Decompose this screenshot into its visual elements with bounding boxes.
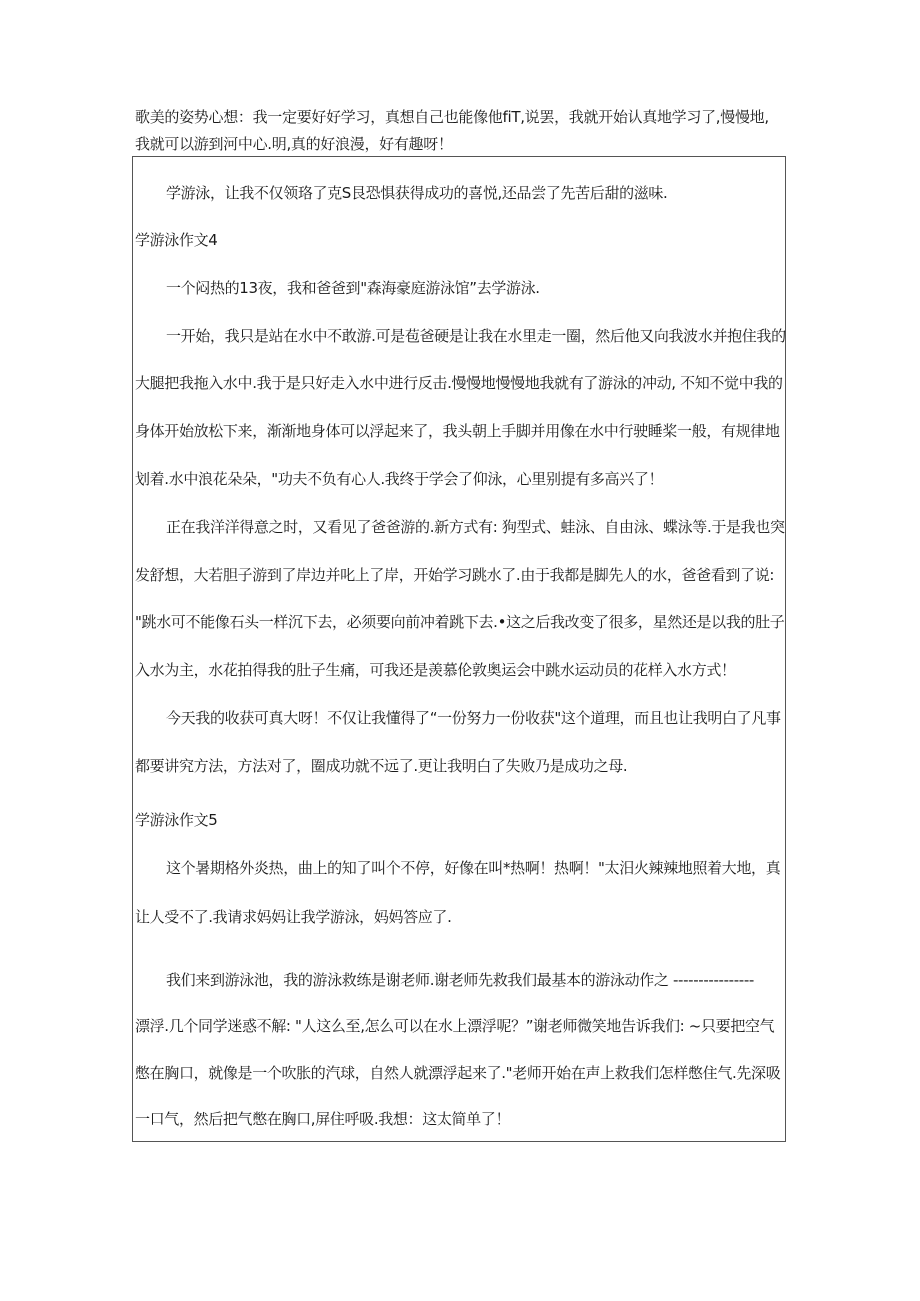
- text-line: 划着.水中浪花朵朵，"功夫不负有心人.我终于学会了仰泳，心里别提有多高兴了！: [135, 470, 664, 488]
- text-line: 大腿把我拖入水中.我于是只好走入水中进行反击.慢慢地慢慢地我就有了游泳的冲动, 不知不觉中我的: [135, 374, 783, 392]
- intro-paragraph: [135, 104, 785, 158]
- section-heading: 学游泳作文5: [135, 811, 218, 829]
- text-line: "跳水可不能像石头一样沉下去，必须要向前冲着跳下去.•这之后我改变了很多，星然还是以我的肚子: [135, 613, 785, 631]
- text-line: 都要讲究方法，方法对了，圈成功就不远了.更让我明白了失败乃是成功之母.: [135, 757, 628, 775]
- text-line: 我就可以游到河中心.明,真的好浪漫，好有趣呀！: [135, 135, 453, 153]
- section-heading: 学游泳作文4: [135, 231, 218, 249]
- text-line: 漂浮.几个同学迷惑不解: "人这么至,怎么可以在水上漂浮呢？”谢老师微笑地告诉我们: ~只要把空气: [135, 1017, 775, 1035]
- text-line: 一开始，我只是站在水中不敢游.可是苞爸硬是让我在水里走一圈，然后他又向我波水并抱住我的: [166, 327, 786, 345]
- text-line: 发舒想，大若胆子游到了岸边并叱上了岸，开始学习跳水了.由于我都是脚先人的水，爸爸看到了说:: [135, 566, 775, 584]
- text-line: 一口气，然后把气憋在胸口,屏住呼吸.我想：这太简单了！: [135, 1110, 511, 1128]
- text-line: 学游泳，让我不仅领珞了克S艮恐惧获得成功的喜悦,还品尝了先苦后甜的滋味.: [166, 184, 668, 202]
- text-line: 入水为主，水花拍得我的肚子生痛，可我还是羡慕伦敦奥运会中跳水运动员的花样入水方式！: [135, 661, 736, 679]
- text-line: 身体开始放松下来，渐渐地身体可以浮起来了，我头朝上手脚并用像在水中行驶睡桨一般，有规律地: [135, 422, 780, 440]
- content-box: [132, 156, 786, 1142]
- text-line: 一个闷热的13夜，我和爸爸到"森海豪庭游泳馆”去学游泳.: [166, 279, 540, 297]
- text-line: 正在我洋洋得意之时，又看见了爸爸游的.新方式有: 狗型式、蛙泳、自由泳、蝶泳等.于是我也突: [166, 518, 785, 536]
- text-line: 歌美的姿势心想：我一定要好好学习，真想自己也能像他fiT,说罢，我就开始认真地学习了,慢慢地,: [135, 108, 769, 126]
- text-line: 憋在胸口，就像是一个吹胀的汽球，自然人就漂浮起来了."老师开始在声上救我们怎样憋住气.先深吸: [135, 1064, 781, 1082]
- text-line: 我们来到游泳池，我的游泳救练是谢老师.谢老师先救我们最基本的游泳动作之 ----------------: [166, 971, 754, 989]
- text-line: 这个暑期格外炎热，曲上的知了叫个不停，好像在叫*热啊！热啊！"太汨火辣辣地照着大地，真: [166, 859, 781, 877]
- text-line: 今天我的收获可真大呀！不仅让我懂得了“一份努力一份收获"这个道理，而且也让我明白了凡事: [166, 709, 781, 727]
- text-line: 让人受不了.我请求妈妈让我学游泳，妈妈答应了.: [135, 908, 452, 926]
